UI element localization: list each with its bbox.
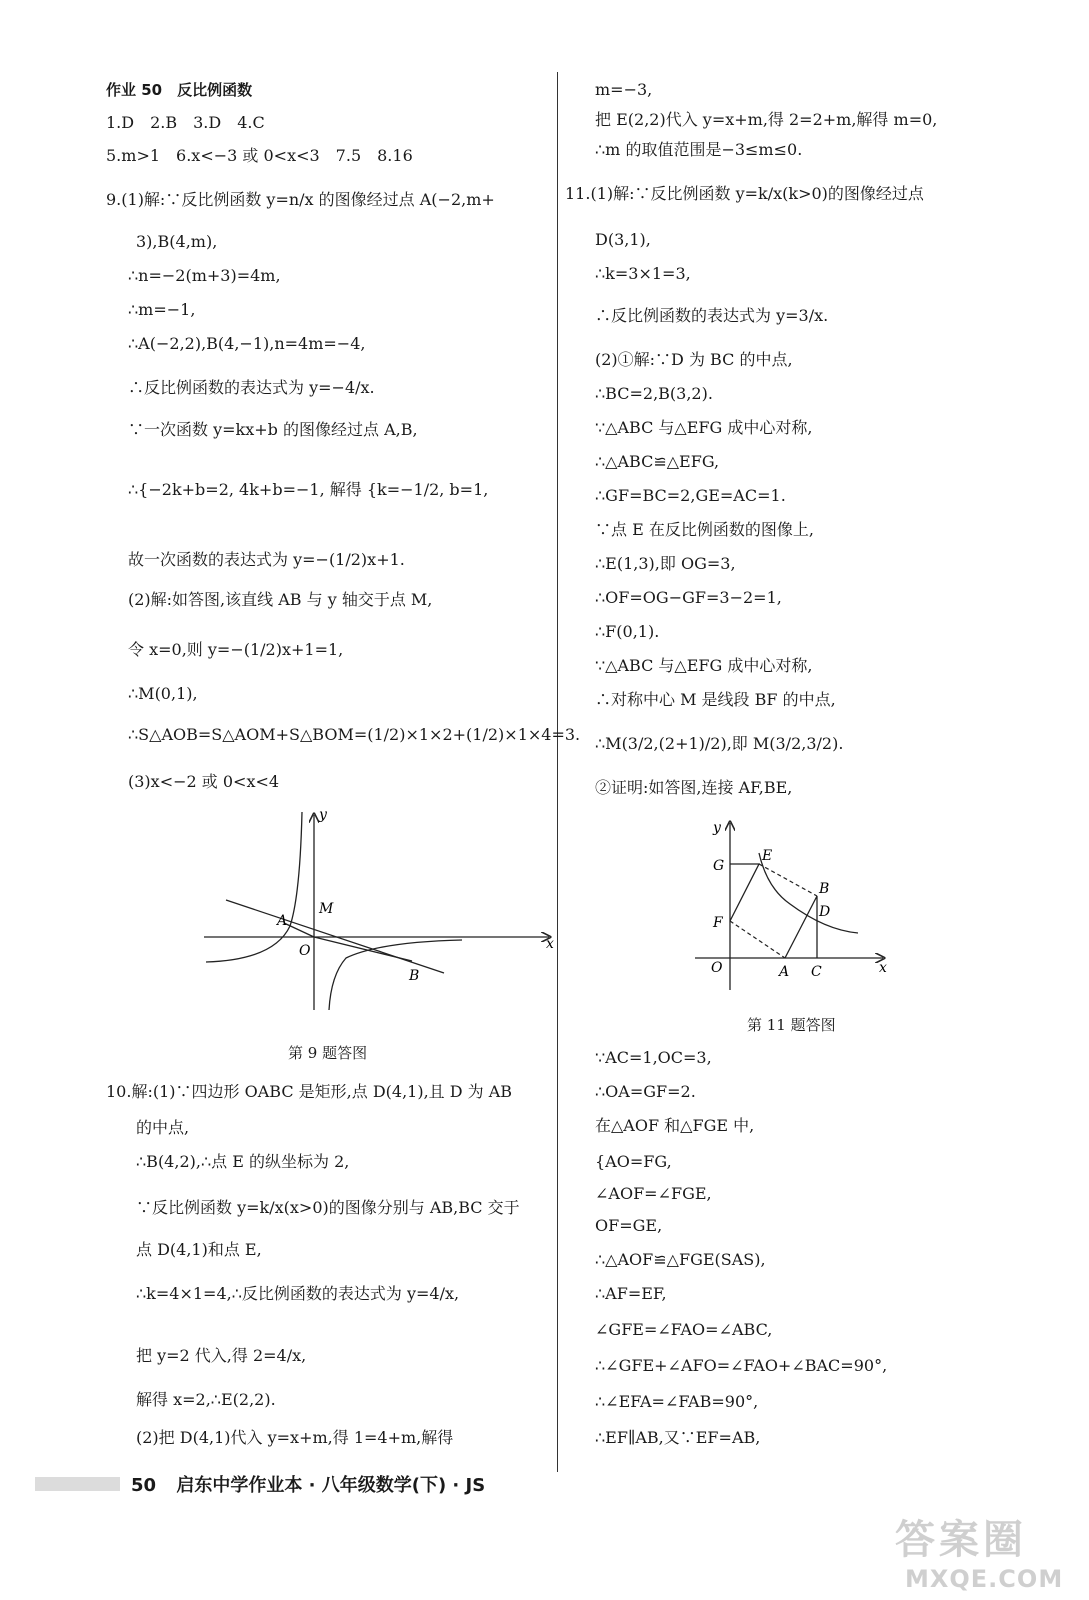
figure-11	[695, 818, 895, 998]
answer-line: ∵△ABC 与△EFG 成中心对称,	[595, 418, 813, 437]
answer-line: ∴EF∥AB,又∵EF=AB,	[595, 1428, 761, 1447]
answer-line: 在△AOF 和△FGE 中,	[595, 1116, 755, 1135]
answer-line: ∴F(0,1).	[595, 622, 660, 641]
label-y: y	[713, 820, 721, 836]
answer-line: ∴对称中心 M 是线段 BF 的中点,	[595, 690, 836, 709]
footer-bar	[35, 1477, 120, 1491]
label-x: x	[546, 936, 554, 952]
answer-line: ∵点 E 在反比例函数的图像上,	[595, 520, 814, 539]
answer-line: 1.D 2.B 3.D 4.C	[106, 113, 265, 132]
answer-line: 的中点,	[136, 1118, 190, 1137]
answer-line: ∴B(4,2),∴点 E 的纵坐标为 2,	[136, 1152, 350, 1171]
answer-line: 令 x=0,则 y=−(1/2)x+1=1,	[128, 640, 344, 659]
answer-line: 9.(1)解:∵反比例函数 y=n/x 的图像经过点 A(−2,m+	[106, 190, 495, 209]
column-divider	[557, 72, 558, 1472]
answer-line: ∠GFE=∠FAO=∠ABC,	[595, 1320, 773, 1339]
answer-line: ②证明:如答图,连接 AF,BE,	[595, 778, 793, 797]
page-number: 50	[131, 1475, 157, 1496]
segment-fa	[730, 921, 785, 958]
answer-line: 10.解:(1)∵四边形 OABC 是矩形,点 D(4,1),且 D 为 AB	[106, 1082, 513, 1101]
answer-line: ∴S△AOB=S△AOM+S△BOM=(1/2)×1×2+(1/2)×1×4=3.	[128, 725, 581, 744]
answer-line: ∴M(0,1),	[128, 684, 198, 703]
label-o: O	[711, 960, 723, 976]
answer-line: ∴A(−2,2),B(4,−1),n=4m=−4,	[128, 334, 366, 353]
answer-line: ∴OA=GF=2.	[595, 1082, 696, 1101]
answer-line: 3),B(4,m),	[136, 232, 218, 251]
figure-9	[204, 810, 564, 1020]
answer-line: ∴BC=2,B(3,2).	[595, 384, 713, 403]
segment-eb	[759, 864, 817, 896]
answer-line: ∴n=−2(m+3)=4m,	[128, 266, 281, 285]
watermark	[895, 1508, 1063, 1593]
answer-line: (2)把 D(4,1)代入 y=x+m,得 1=4+m,解得	[136, 1428, 454, 1447]
label-c: C	[811, 964, 822, 980]
triangle-abc	[785, 896, 817, 958]
answer-line: (2)解:如答图,该直线 AB 与 y 轴交于点 M,	[128, 590, 433, 609]
answer-line: 把 E(2,2)代入 y=x+m,得 2=2+m,解得 m=0,	[595, 110, 938, 129]
label-e: E	[762, 848, 773, 864]
triangle-efg	[730, 864, 759, 921]
answer-line: 点 D(4,1)和点 E,	[136, 1240, 262, 1259]
figure-9-caption: 第 9 题答图	[288, 1044, 368, 1062]
watermark-logo-text: 答案圈	[895, 1517, 1027, 1563]
hyperbola-branch-left	[206, 812, 302, 962]
answer-line: OF=GE,	[595, 1216, 663, 1235]
segment-ob	[314, 937, 412, 961]
label-x: x	[879, 960, 887, 976]
answer-line: ∴∠GFE+∠AFO=∠FAO+∠BAC=90°,	[595, 1356, 888, 1375]
answer-line: (2)①解:∵D 为 BC 的中点,	[595, 350, 793, 369]
answer-line: ∴M(3/2,(2+1)/2),即 M(3/2,3/2).	[595, 734, 844, 753]
answer-line: ∴k=3×1=3,	[595, 264, 691, 283]
answer-line: ∴k=4×1=4,∴反比例函数的表达式为 y=4/x,	[136, 1284, 460, 1303]
answer-line: ∵一次函数 y=kx+b 的图像经过点 A,B,	[128, 420, 418, 439]
label-b: B	[409, 968, 420, 984]
answer-line: ∴E(1,3),即 OG=3,	[595, 554, 736, 573]
answer-line: m=−3,	[595, 80, 653, 99]
label-a: A	[779, 964, 790, 980]
answer-line: ∴AF=EF,	[595, 1284, 667, 1303]
answer-line: (3)x<−2 或 0<x<4	[128, 772, 280, 791]
answer-line: 把 y=2 代入,得 2=4/x,	[136, 1346, 307, 1365]
answer-line: {AO=FG,	[595, 1152, 672, 1171]
answer-line: ∴反比例函数的表达式为 y=3/x.	[595, 306, 829, 325]
label-b: B	[819, 881, 830, 897]
figure-11-caption: 第 11 题答图	[747, 1016, 836, 1034]
label-a: A	[277, 913, 288, 929]
hyperbola	[759, 853, 858, 933]
watermark-url: MXQE.COM	[905, 1565, 1064, 1593]
answer-line: D(3,1),	[595, 230, 651, 249]
label-o: O	[299, 943, 311, 959]
label-g: G	[713, 858, 725, 874]
answer-line: ∵反比例函数 y=k/x(x>0)的图像分别与 AB,BC 交于	[136, 1198, 520, 1217]
answer-line: ∠AOF=∠FGE,	[595, 1184, 712, 1203]
label-f: F	[713, 915, 723, 931]
answer-line: ∴{−2k+b=2, 4k+b=−1, 解得 {k=−1/2, b=1,	[128, 480, 489, 499]
answer-line: ∴GF=BC=2,GE=AC=1.	[595, 486, 786, 505]
answer-line: ∵AC=1,OC=3,	[595, 1048, 712, 1067]
answer-line: 5.m>1 6.x<−3 或 0<x<3 7.5 8.16	[106, 146, 413, 165]
answer-line: ∴反比例函数的表达式为 y=−4/x.	[128, 378, 375, 397]
label-y: y	[319, 810, 327, 823]
answer-line: ∴m 的取值范围是−3≤m≤0.	[595, 140, 803, 159]
section-heading: 作业 50 反比例函数	[106, 81, 253, 99]
page-footer	[131, 1471, 485, 1497]
answer-line: 11.(1)解:∵反比例函数 y=k/x(k>0)的图像经过点	[565, 184, 924, 203]
answer-line: ∴△AOF≌△FGE(SAS),	[595, 1250, 766, 1269]
answer-line: 故一次函数的表达式为 y=−(1/2)x+1.	[128, 550, 405, 569]
book-title: 启东中学作业本 · 八年级数学(下) · JS	[176, 1475, 486, 1496]
answer-line: 解得 x=2,∴E(2,2).	[136, 1390, 276, 1409]
answer-line: ∴∠EFA=∠FAB=90°,	[595, 1392, 759, 1411]
label-m: M	[319, 901, 334, 917]
hyperbola-branch-right	[329, 940, 462, 1010]
answer-line: ∵△ABC 与△EFG 成中心对称,	[595, 656, 813, 675]
answer-line: ∴△ABC≌△EFG,	[595, 452, 720, 471]
answer-line: ∴m=−1,	[128, 300, 196, 319]
label-d: D	[819, 904, 831, 920]
answer-line: ∴OF=OG−GF=3−2=1,	[595, 588, 782, 607]
